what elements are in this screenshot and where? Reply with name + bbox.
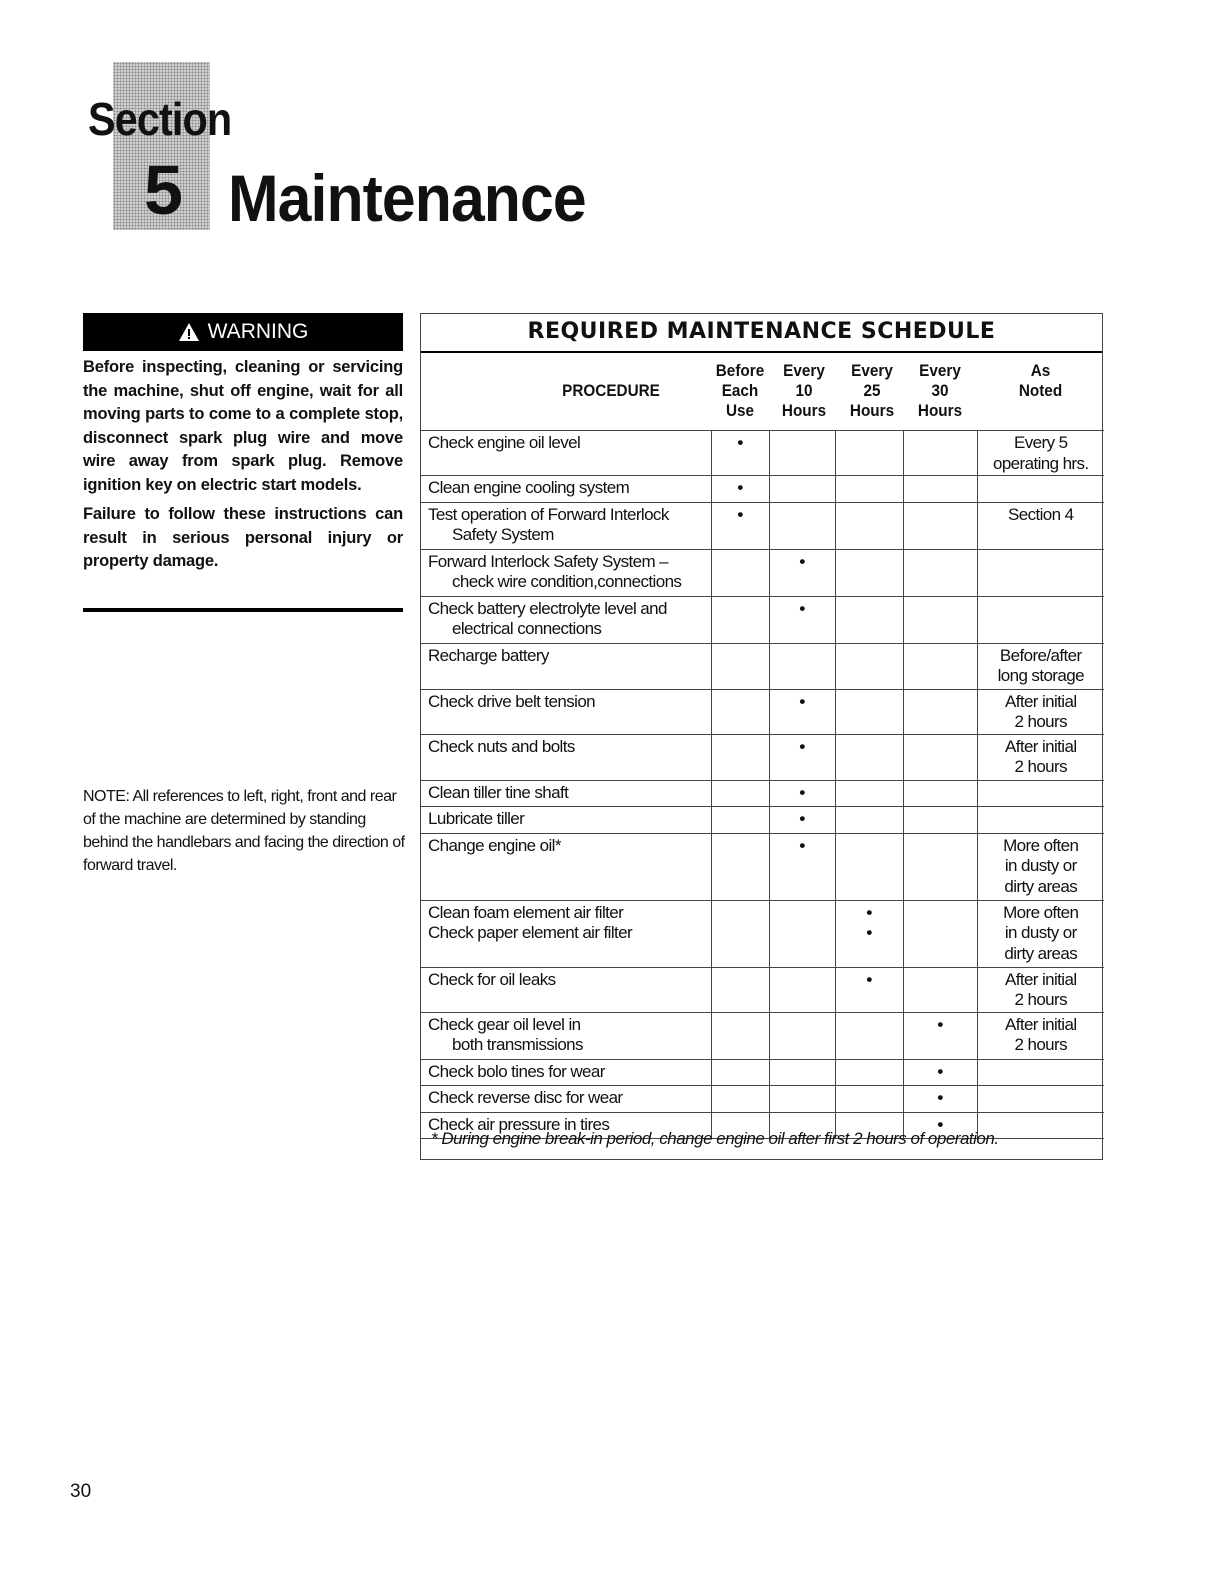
procedure-text: Test operation of Forward Interlock	[428, 504, 669, 524]
column-header-line: Every	[783, 361, 825, 380]
procedure-cell	[421, 1059, 711, 1086]
procedure-cell	[421, 476, 711, 503]
interval-mark	[769, 1012, 835, 1059]
interval-mark	[903, 780, 977, 807]
procedure-text: Check drive belt tension	[428, 691, 596, 711]
interval-mark	[711, 1012, 769, 1059]
section-label: Section	[88, 93, 232, 145]
as-noted-text: After initial	[1004, 691, 1077, 711]
procedure-text: Check gear oil level in	[428, 1014, 581, 1034]
as-noted-cell	[977, 807, 1104, 834]
procedure-text: both transmissions	[452, 1035, 583, 1054]
as-noted-text: long storage	[997, 666, 1084, 685]
warning-banner	[83, 313, 403, 351]
as-noted-text: Before/after	[999, 645, 1082, 665]
interval-mark	[903, 900, 977, 967]
interval-mark	[835, 780, 903, 807]
as-noted-cell	[977, 833, 1104, 900]
interval-mark	[711, 549, 769, 596]
interval-mark: •	[769, 833, 835, 900]
as-noted-text: After initial	[1004, 1014, 1077, 1034]
as-noted-text: Section 4	[1008, 504, 1074, 524]
as-noted-cell	[977, 1059, 1104, 1086]
section-number: 5	[144, 151, 183, 229]
interval-mark: •	[769, 734, 835, 780]
as-noted-cell	[977, 502, 1104, 549]
procedure-text: Recharge battery	[428, 645, 549, 665]
interval-mark: •	[835, 967, 903, 1012]
table-row	[421, 431, 1104, 476]
procedure-text: Clean engine cooling system	[428, 478, 630, 497]
as-noted-text: 2 hours	[1014, 757, 1067, 776]
interval-mark	[769, 1086, 835, 1113]
interval-mark	[903, 967, 977, 1012]
interval-mark	[903, 643, 977, 689]
interval-mark	[903, 734, 977, 780]
table-row	[421, 734, 1104, 780]
procedure-cell	[421, 833, 711, 900]
interval-mark	[711, 689, 769, 734]
interval-mark	[769, 476, 835, 503]
interval-mark	[903, 596, 977, 643]
table-row	[421, 643, 1104, 689]
schedule-title: REQUIRED MAINTENANCE SCHEDULE	[527, 319, 996, 344]
interval-mark	[835, 549, 903, 596]
interval-mark	[903, 833, 977, 900]
table-row	[421, 502, 1104, 549]
interval-mark	[711, 780, 769, 807]
interval-mark	[903, 689, 977, 734]
warning-triangle-icon	[178, 322, 200, 342]
interval-mark: •	[711, 431, 769, 476]
table-row	[421, 1059, 1104, 1086]
procedure-text: Lubricate tiller	[428, 809, 525, 828]
interval-mark: •	[903, 1059, 977, 1086]
procedure-cell	[421, 596, 711, 643]
procedure-cell	[421, 1086, 711, 1113]
interval-mark	[835, 1059, 903, 1086]
column-header-line: PROCEDURE	[562, 381, 660, 400]
table-row	[421, 476, 1104, 503]
procedure-cell	[421, 643, 711, 689]
interval-mark	[903, 476, 977, 503]
interval-mark	[835, 476, 903, 503]
interval-mark	[835, 734, 903, 780]
interval-mark: •	[903, 1112, 977, 1139]
interval-mark	[769, 900, 835, 967]
interval-mark	[903, 807, 977, 834]
as-noted-cell	[977, 1086, 1104, 1113]
interval-mark	[711, 967, 769, 1012]
procedure-cell	[421, 689, 711, 734]
column-header	[711, 361, 769, 421]
procedure-text: Forward Interlock Safety System –	[428, 551, 669, 571]
column-header-line: Hours	[781, 401, 827, 420]
procedure-text: check wire condition,connections	[452, 572, 682, 591]
procedure-cell	[421, 431, 711, 476]
table-row	[421, 780, 1104, 807]
as-noted-cell	[977, 643, 1104, 689]
as-noted-cell	[977, 689, 1104, 734]
column-header-line: Each	[721, 381, 759, 400]
as-noted-cell	[977, 900, 1104, 967]
as-noted-cell	[977, 549, 1104, 596]
column-header-line: 30	[931, 381, 949, 400]
column-header-line: As	[1030, 361, 1051, 380]
procedure-text: Check engine oil level	[428, 433, 581, 452]
interval-mark	[903, 431, 977, 476]
column-header	[774, 361, 833, 421]
maintenance-schedule	[420, 313, 1103, 1160]
as-noted-cell	[977, 1012, 1104, 1059]
interval-mark	[903, 549, 977, 596]
title-divider	[421, 351, 1102, 353]
note-text: NOTE: All references to left, right, front and rear of the machine are determined by standing behind the handlebars and facing the direction of forward travel.	[83, 788, 405, 874]
as-noted-text: 2 hours	[1014, 1035, 1067, 1054]
interval-mark	[711, 1086, 769, 1113]
table-row	[421, 1086, 1104, 1113]
procedure-cell	[421, 502, 711, 549]
interval-mark: •	[711, 502, 769, 549]
warning-text	[83, 356, 403, 580]
interval-mark	[769, 643, 835, 689]
column-header-line: 25	[863, 381, 881, 400]
interval-mark	[769, 502, 835, 549]
as-noted-cell	[977, 967, 1104, 1012]
interval-mark: •	[903, 1012, 977, 1059]
procedure-cell	[421, 549, 711, 596]
column-header-line: Hours	[849, 401, 895, 420]
interval-mark	[903, 502, 977, 549]
interval-mark	[711, 833, 769, 900]
warning-label: WARNING	[207, 320, 309, 343]
procedure-text: Clean tiller tine shaft	[428, 782, 569, 802]
procedure-cell	[421, 734, 711, 780]
schedule-footnote: * During engine break-in period, change engine oil after first 2 hours of operation.	[431, 1129, 999, 1148]
as-noted-text: operating hrs.	[992, 453, 1089, 473]
page-title: Maintenance	[228, 161, 586, 235]
as-noted-text: 2 hours	[1014, 990, 1067, 1009]
warning-divider	[83, 608, 403, 612]
procedure-text: Check for oil leaks	[428, 969, 556, 989]
as-noted-text: After initial	[1004, 736, 1077, 756]
interval-mark: •	[769, 689, 835, 734]
interval-mark	[711, 900, 769, 967]
interval-mark	[835, 833, 903, 900]
procedure-text: Safety System	[452, 525, 554, 544]
interval-mark	[711, 596, 769, 643]
as-noted-text: 2 hours	[1014, 712, 1067, 731]
as-noted-cell	[977, 596, 1104, 643]
column-header	[907, 361, 974, 421]
warning-paragraph: Failure to follow these instructions can result in serious personal injury or property damage.	[83, 505, 403, 570]
as-noted-cell	[977, 431, 1104, 476]
procedure-cell	[421, 900, 711, 967]
procedure-text: Clean foam element air filter	[428, 902, 624, 922]
interval-mark	[835, 1086, 903, 1113]
interval-mark	[769, 1059, 835, 1086]
interval-mark: • •	[835, 900, 903, 967]
column-header	[983, 361, 1097, 401]
interval-mark	[711, 1059, 769, 1086]
procedure-text: Check battery electrolyte level and	[428, 598, 667, 618]
as-noted-text: dirty areas	[1004, 943, 1078, 963]
interval-mark	[835, 807, 903, 834]
as-noted-text: in dusty or	[1004, 856, 1077, 875]
procedure-cell	[421, 1012, 711, 1059]
as-noted-text: dirty areas	[1004, 876, 1078, 896]
interval-mark	[711, 643, 769, 689]
procedure-text: Check air pressure in tires	[428, 1114, 610, 1134]
table-row	[421, 596, 1104, 643]
procedure-text: Check nuts and bolts	[428, 736, 575, 756]
as-noted-cell	[977, 734, 1104, 780]
interval-mark	[835, 643, 903, 689]
as-noted-text: More often	[1003, 902, 1079, 922]
interval-mark	[711, 734, 769, 780]
procedure-text: Check bolo tines for wear	[428, 1061, 605, 1081]
table-row	[421, 1012, 1104, 1059]
as-noted-text: More often	[1003, 835, 1079, 855]
interval-mark	[835, 431, 903, 476]
procedure-text: Change engine oil*	[428, 835, 561, 855]
as-noted-text: After initial	[1004, 969, 1077, 989]
column-header	[512, 381, 710, 401]
column-header-line: Use	[725, 401, 755, 420]
procedure-cell	[421, 967, 711, 1012]
interval-mark: •	[769, 807, 835, 834]
table-row	[421, 689, 1104, 734]
interval-mark: •	[903, 1086, 977, 1113]
column-header	[840, 361, 905, 421]
procedure-cell	[421, 780, 711, 807]
column-header-line: Before	[715, 361, 765, 380]
interval-mark	[835, 596, 903, 643]
interval-mark: •	[769, 549, 835, 596]
interval-mark	[769, 431, 835, 476]
procedure-text: electrical connections	[452, 619, 602, 638]
as-noted-cell	[977, 476, 1104, 503]
warning-paragraph: Before inspecting, cleaning or servicing the machine, shut off engine, wait for all moving parts to come to a complete stop, disconnect spark plug wire and move wire away from spark plug. Remove ignition key on electric start models.	[83, 358, 403, 494]
interval-mark	[711, 807, 769, 834]
interval-mark	[769, 967, 835, 1012]
column-header-line: 10	[795, 381, 813, 400]
page-number: 30	[70, 1481, 92, 1502]
interval-mark: •	[769, 596, 835, 643]
table-row	[421, 807, 1104, 834]
table-row	[421, 900, 1104, 967]
interval-mark: •	[711, 476, 769, 503]
interval-mark	[835, 502, 903, 549]
schedule-table	[421, 430, 1104, 1139]
table-row	[421, 967, 1104, 1012]
as-noted-text: Every 5	[1014, 433, 1068, 452]
as-noted-text: in dusty or	[1004, 923, 1077, 942]
procedure-text: Check reverse disc for wear	[428, 1088, 623, 1107]
procedure-text: Check paper element air filter	[428, 923, 633, 942]
interval-mark	[835, 1012, 903, 1059]
as-noted-cell	[977, 780, 1104, 807]
column-header-line: Hours	[917, 401, 963, 420]
interval-mark: •	[769, 780, 835, 807]
procedure-cell	[421, 807, 711, 834]
column-header-line: Every	[851, 361, 893, 380]
column-header-line: Every	[919, 361, 961, 380]
interval-mark	[835, 689, 903, 734]
table-row	[421, 549, 1104, 596]
table-row	[421, 833, 1104, 900]
column-header-line: Noted	[1018, 381, 1063, 400]
